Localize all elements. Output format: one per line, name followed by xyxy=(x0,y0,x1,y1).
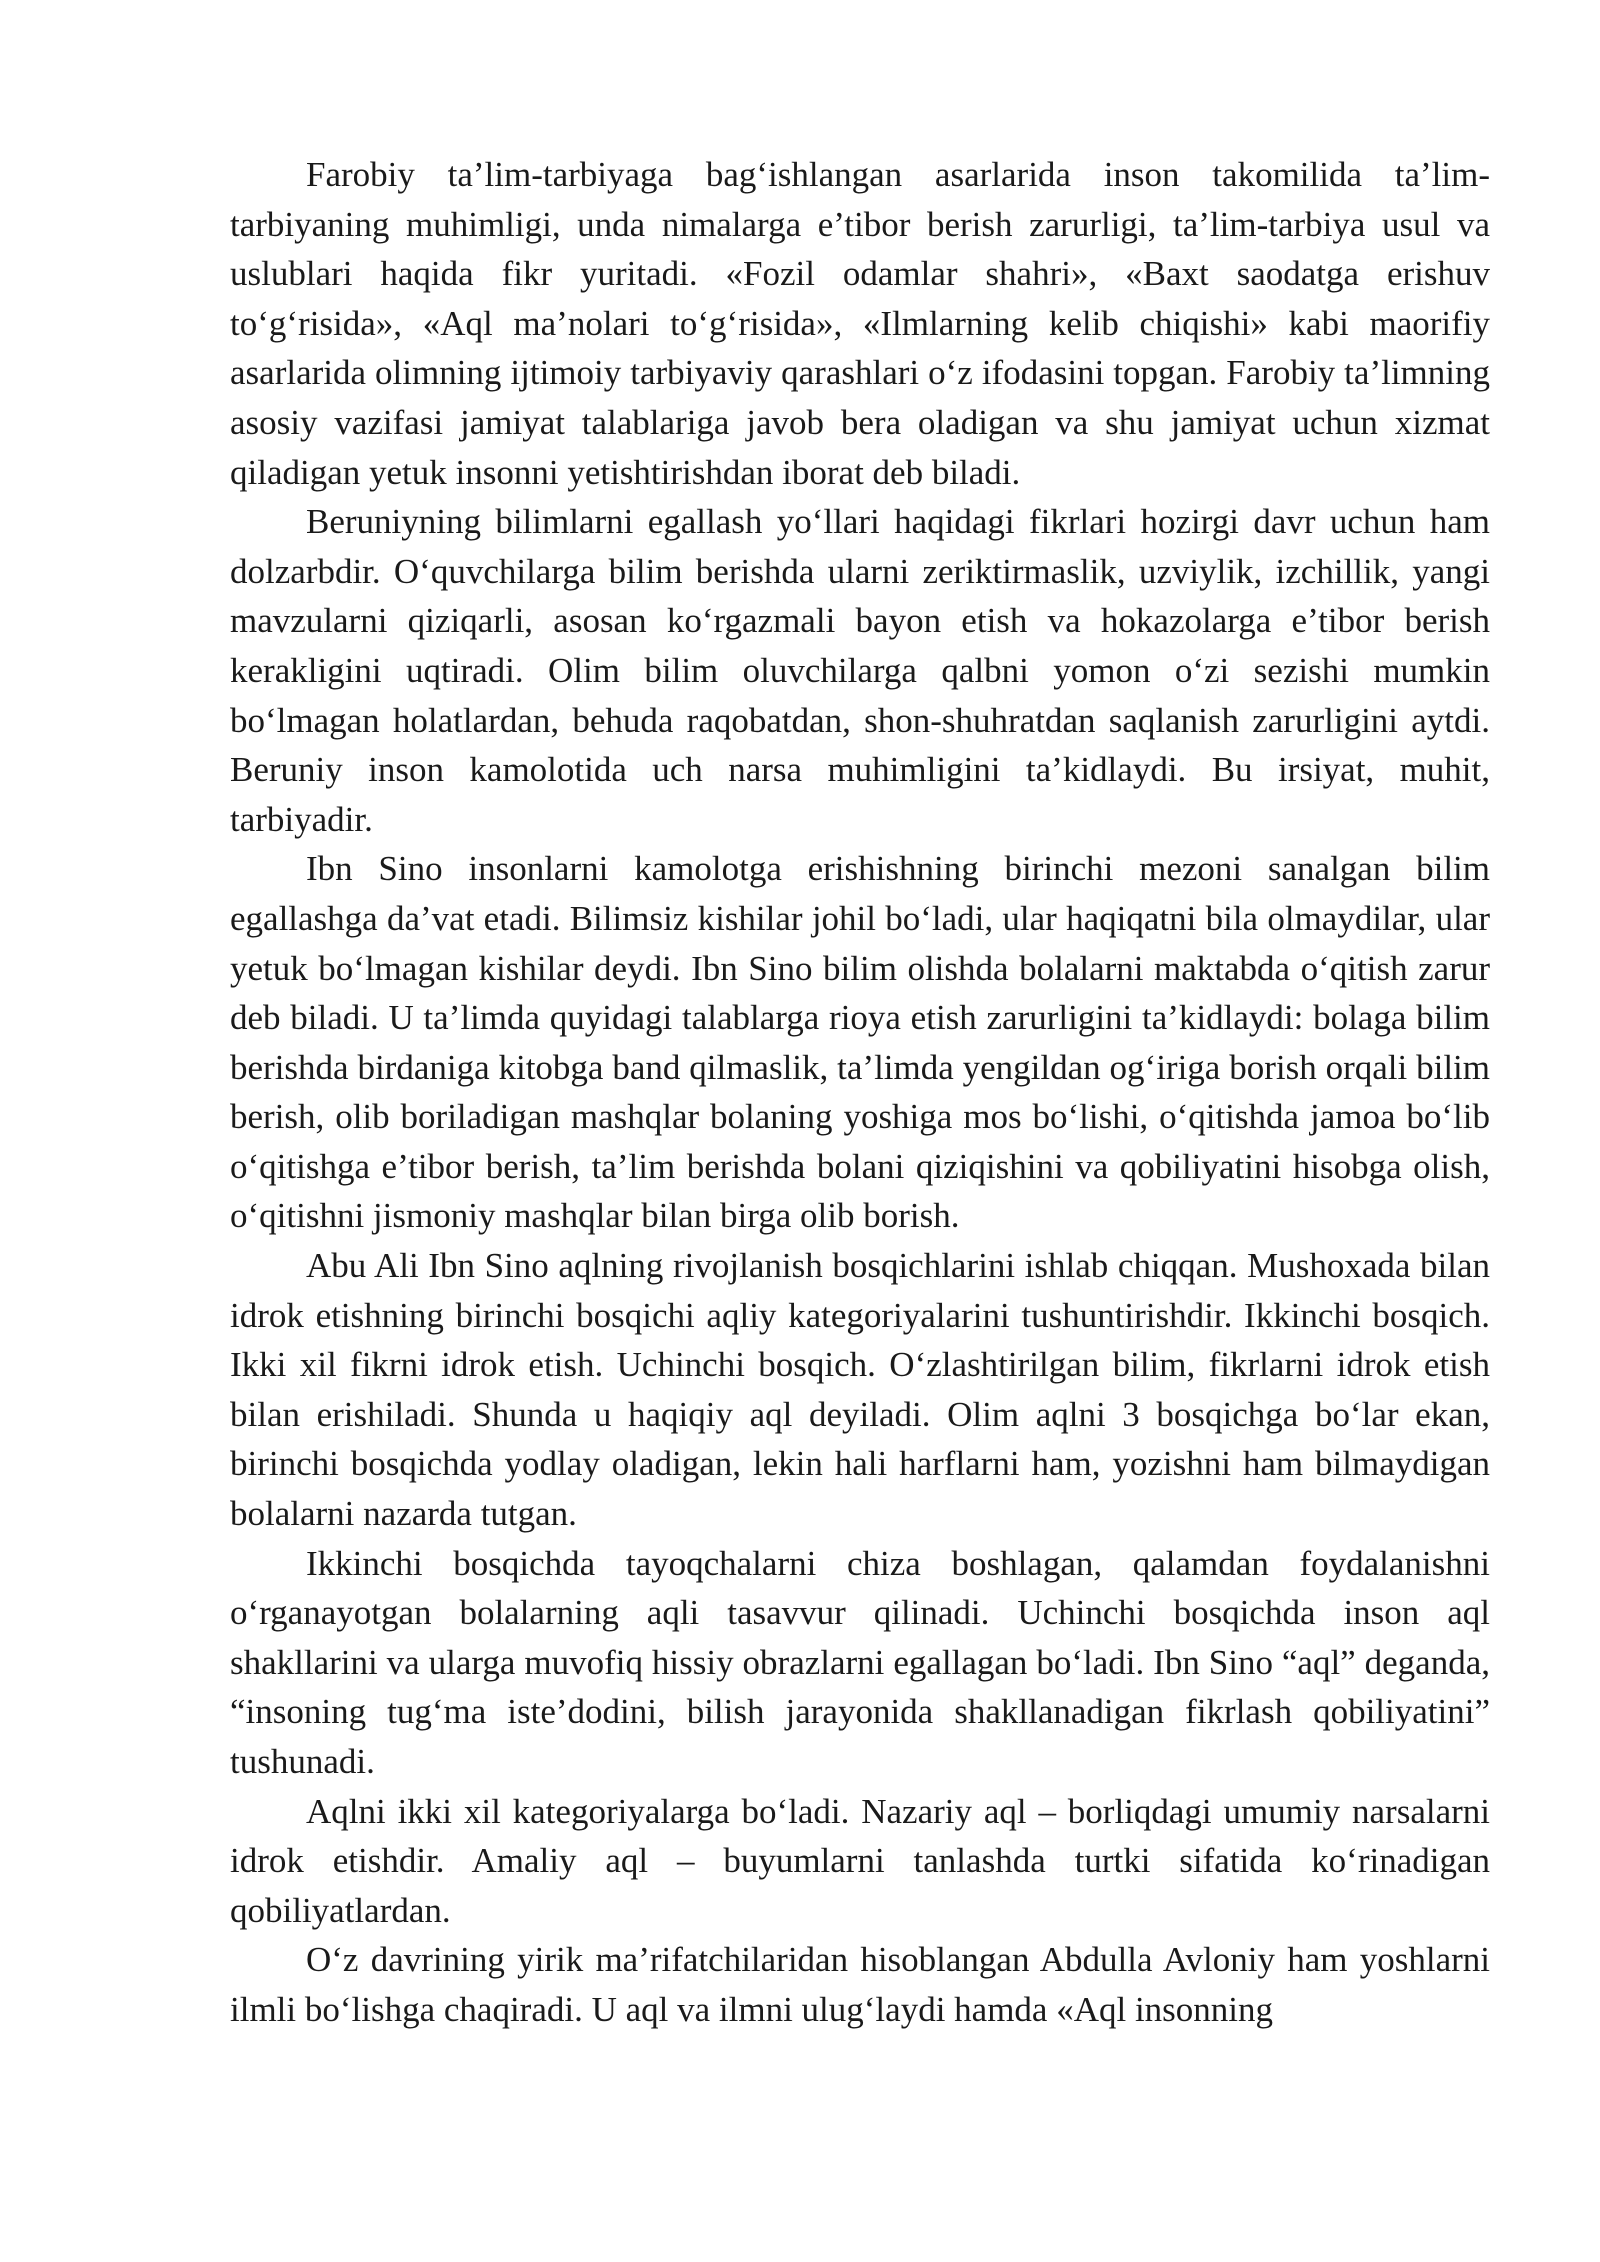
paragraph-beruniy: Beruniyning bilimlarni egallash yo‘llari haqidagi fikrlari hozirgi davr uchun ham dolzarbdir. O‘quvchilarga bilim berishda ularni zeriktirmaslik, uzviylik, izchillik, yangi mavzularni qiziqarli, asosan ko‘rgazmali bayon etish va hokazolarga e’tibor berish kerakligini uqtiradi. Olim bilim oluvchilarga qalbni yomon o‘zi sezishi mumkin bo‘lmagan holatlardan, behuda raqobatdan, shon-shuhratdan saqlanish zarurligini aytdi. Beruniy inson kamolotida uch narsa muhimligini ta’kidlaydi. Bu irsiyat, muhit, tarbiyadir. xyxy=(230,502,1490,839)
paragraph-second-stage: Ikkinchi bosqichda tayoqchalarni chiza boshlagan, qalamdan foydalanishni o‘rganayotgan bolalarning aqli tasavvur qilinadi. Uchinchi bosqichda inson aql shakllarini va ularga muvofiq hissiy obrazlarni egallagan bo‘ladi. Ibn Sino “aql” deganda, “insoning tug‘ma iste’dodini, bilish jarayonida shakllanadigan fikrlash qobiliyatini” tushunadi. xyxy=(230,1543,1490,1781)
paragraph-ibn-sino-education: Ibn Sino insonlarni kamolotga erishishning birinchi mezoni sanalgan bilim egallashga da’vat etadi. Bilimsiz kishilar johil bo‘ladi, ular haqiqatni bila olmaydilar, ular yetuk bo‘lmagan kishilar deydi. Ibn Sino bilim olishda bolalarni maktabda o‘qitish zarur deb biladi. U ta’limda quyidagi talablarga rioya etish zarurligini ta’kidlaydi: bolaga bilim berishda birdaniga kitobga band qilmaslik, ta’limda yengildan og‘iriga borish orqali bilim berish, olib boriladigan mashqlar bolaning yoshiga mos bo‘lishi, o‘qitishda jamoa bo‘lib o‘qitishga e’tibor berish, ta’lim berishda bolani qiziqishini va qobiliyatini hisobga olish, o‘qitishni jismoniy mashqlar bilan birga olib borish. xyxy=(230,849,1490,1236)
paragraph-farobiy: Farobiy ta’lim-tarbiyaga bag‘ishlangan asarlarida inson takomilida ta’lim-tarbiyaning muhimligi, unda nimalarga e’tibor berish zarurligi, ta’lim-tarbiya usul va uslublari haqida fikr yuritadi. «Fozil odamlar shahri», «Baxt saodatga erishuv to‘g‘risida», «Aql ma’nolari to‘g‘risida», «Ilmlarning kelib chiqishi» kabi maorifiy asarlarida olimning ijtimoiy tarbiyaviy qarashlari o‘z ifodasini topgan. Farobiy ta’limning asosiy vazifasi jamiyat talablariga javob bera oladigan va shu jamiyat uchun xizmat qiladigan yetuk insonni yetishtirishdan iborat deb biladi. xyxy=(230,155,1490,492)
paragraph-avloniy: O‘z davrining yirik ma’rifatchilaridan hisoblangan Abdulla Avloniy ham yoshlarni ilmli bo‘lishga chaqiradi. U aql va ilmni ulug‘laydi hamda «Aql insonning xyxy=(230,1940,1490,2029)
paragraph-mind-categories: Aqlni ikki xil kategoriyalarga bo‘ladi. Nazariy aql – borliqdagi umumiy narsalarni idrok etishdir. Amaliy aql – buyumlarni tanlashda turtki sifatida ko‘rinadigan qobiliyatlardan. xyxy=(230,1791,1490,1930)
paragraph-ibn-sino-mind-stages: Abu Ali Ibn Sino aqlning rivojlanish bosqichlarini ishlab chiqqan. Mushoxada bilan idrok etishning birinchi bosqichi aqliy kategoriyalarini tushuntirishdir. Ikkinchi bosqich. Ikki xil fikrni idrok etish. Uchinchi bosqich. O‘zlashtirilgan bilim, fikrlarni idrok etish bilan erishiladi. Shunda u haqiqiy aql deyiladi. Olim aqlni 3 bosqichga bo‘lar ekan, birinchi bosqichda yodlay oladigan, lekin hali harflarni ham, yozishni ham bilmaydigan bolalarni nazarda tutgan. xyxy=(230,1246,1490,1534)
document-page xyxy=(230,150,1490,2035)
